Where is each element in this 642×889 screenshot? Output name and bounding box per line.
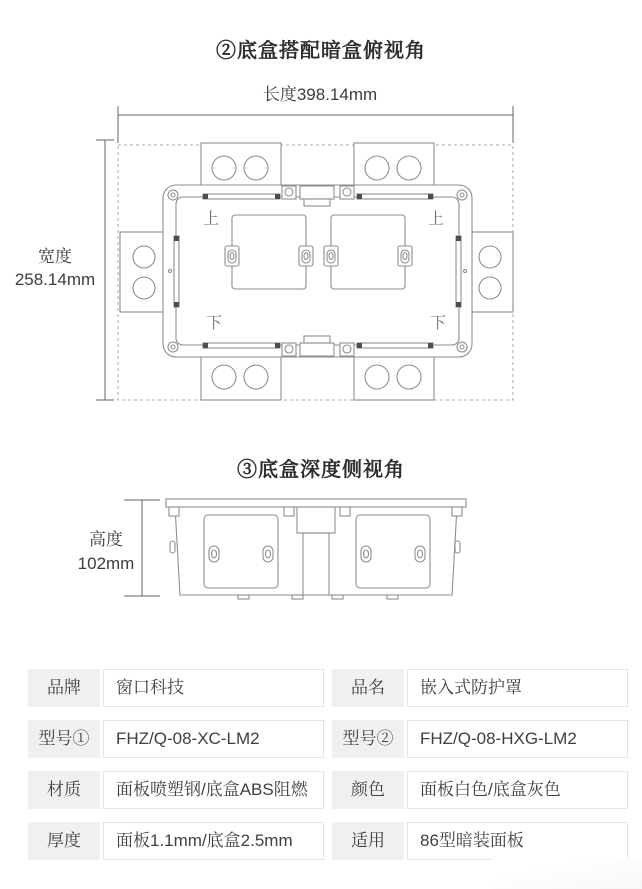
spec-label-application: 适用 [332, 822, 404, 860]
mounting-tab-bottom-left [201, 356, 281, 400]
column-gap [324, 822, 332, 860]
width-dimension-label-line2: 258.14mm [14, 270, 96, 289]
orientation-mark-up-right: 上 [427, 211, 445, 228]
width-dimension-label-line1: 宽度 [38, 247, 72, 266]
mounting-tab-left [120, 232, 165, 312]
bottom-right-shade [492, 859, 642, 889]
center-divider [297, 507, 335, 595]
spec-value-thickness: 面板1.1mm/底盒2.5mm [103, 822, 324, 860]
spec-row-thickness-application [28, 822, 628, 860]
height-dimension [78, 500, 160, 596]
spec-value-color: 面板白色/底盒灰色 [407, 771, 628, 809]
spec-label-brand: 品牌 [28, 669, 100, 707]
spec-row-material-color [28, 771, 628, 809]
spec-label-model-1: 型号① [28, 720, 100, 758]
column-gap [324, 669, 332, 707]
mounting-tab-right [468, 232, 513, 312]
spec-value-model-2: FHZ/Q-08-HXG-LM2 [407, 720, 628, 758]
spec-label-color: 颜色 [332, 771, 404, 809]
orientation-mark-down-left: 下 [205, 315, 223, 332]
spec-row-brand-product [28, 669, 628, 707]
spec-label-material: 材质 [28, 771, 100, 809]
module-cutout-right [324, 215, 412, 289]
module-cutout-left [225, 215, 313, 289]
top-flange [166, 499, 466, 507]
spec-label-thickness: 厚度 [28, 822, 100, 860]
module-panel-left [204, 515, 278, 588]
mounting-tab-top-left [201, 143, 281, 187]
height-dimension-label-line1: 高度 [89, 530, 123, 549]
bottom-feet [238, 595, 398, 599]
column-gap [324, 771, 332, 809]
mounting-tab-top-right [354, 143, 434, 187]
spec-label-model-2: 型号② [332, 720, 404, 758]
height-dimension-label-line2: 102mm [77, 554, 135, 573]
side-view-figure [0, 488, 642, 606]
length-dimension [118, 85, 513, 143]
spec-value-application: 86型暗装面板 [407, 822, 628, 860]
width-dimension [15, 140, 114, 400]
section-title-top-view: ②底盒搭配暗盒俯视角 [216, 40, 426, 62]
spec-value-brand: 窗口科技 [103, 669, 324, 707]
spec-row-models [28, 720, 628, 758]
spec-value-product-name: 嵌入式防护罩 [407, 669, 628, 707]
section-title-side-view: ③底盒深度侧视角 [237, 459, 405, 481]
mounting-tab-bottom-right [354, 356, 434, 400]
module-panel-right [356, 515, 430, 588]
spec-label-product-name: 品名 [332, 669, 404, 707]
spec-value-model-1: FHZ/Q-08-XC-LM2 [103, 720, 324, 758]
spec-table [28, 669, 628, 860]
top-view-figure [0, 85, 642, 440]
orientation-mark-up-left: 上 [202, 211, 220, 228]
spec-value-material: 面板喷塑钢/底盒ABS阻燃 [103, 771, 324, 809]
orientation-mark-down-right: 下 [429, 315, 447, 332]
column-gap [324, 720, 332, 758]
length-dimension-label: 长度398.14mm [262, 85, 378, 104]
